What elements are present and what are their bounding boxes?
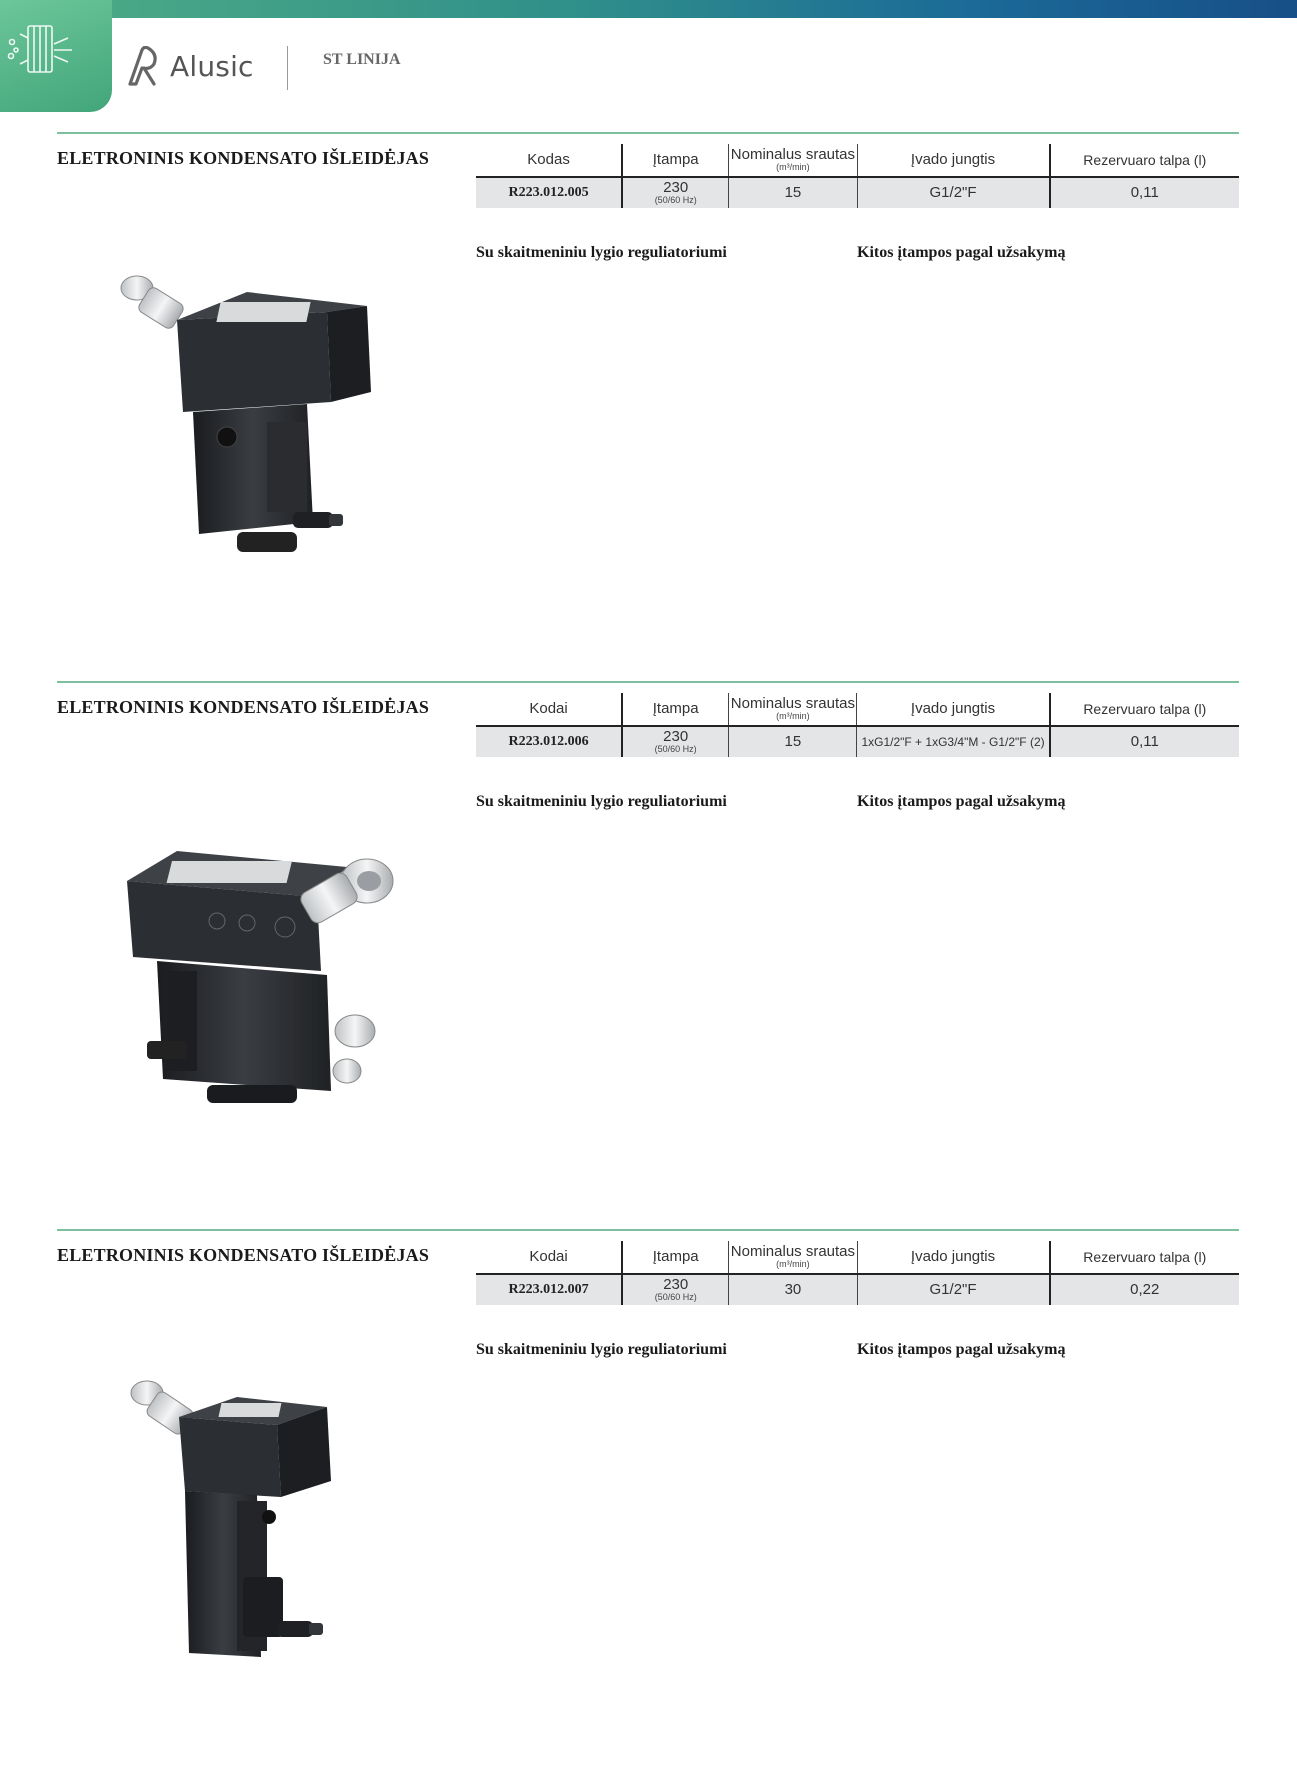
cell-tank: 0,11 (1050, 177, 1239, 208)
voltage-frequency: (50/60 Hz) (654, 744, 697, 755)
col-inlet-header: Įvado jungtis (857, 693, 1050, 726)
col-code-header: Kodai (476, 693, 622, 726)
section-rule (57, 1229, 1239, 1231)
spec-header-row (476, 693, 1239, 726)
cell-voltage (622, 1274, 729, 1305)
flow-header-label: Nominalus srautas (730, 1243, 856, 1261)
section-rule (57, 132, 1239, 134)
note-other-voltages: Kitos įtampos pagal užsakymą (857, 244, 1066, 261)
col-voltage-header: Įtampa (622, 1241, 729, 1274)
spec-row (476, 177, 1239, 208)
note-digital-level: Su skaitmeniniu lygio reguliatoriumi (476, 1341, 727, 1358)
note-other-voltages: Kitos įtampos pagal užsakymą (857, 793, 1066, 810)
product-section-1 (57, 132, 1239, 632)
flow-header-label: Nominalus srautas (730, 146, 856, 164)
cell-flow: 15 (729, 177, 857, 208)
voltage-frequency: (50/60 Hz) (654, 195, 697, 206)
cell-flow: 15 (729, 726, 857, 757)
cell-code: R223.012.006 (476, 726, 622, 757)
col-flow-header (729, 693, 857, 726)
col-code-header: Kodas (476, 144, 622, 177)
cell-tank: 0,22 (1050, 1274, 1239, 1305)
corner-logo-tab (0, 0, 112, 112)
voltage-frequency: (50/60 Hz) (654, 1292, 697, 1303)
voltage-value: 230 (663, 728, 689, 746)
brand-divider (287, 46, 288, 90)
product-section-2 (57, 681, 1239, 1181)
spec-row (476, 1274, 1239, 1305)
col-code-header: Kodai (476, 1241, 622, 1274)
flow-header-unit: (m³/min) (776, 711, 810, 722)
spec-header-row (476, 144, 1239, 177)
col-inlet-header: Įvado jungtis (857, 1241, 1050, 1274)
cell-voltage (622, 177, 729, 208)
cell-inlet: G1/2"F (857, 177, 1050, 208)
product-photo (117, 272, 397, 572)
col-voltage-header: Įtampa (622, 693, 729, 726)
voltage-value: 230 (663, 179, 689, 197)
product-photo (127, 1377, 357, 1687)
cell-inlet: 1xG1/2"F + 1xG3/4"M - G1/2"F (2) (857, 726, 1050, 757)
cell-flow: 30 (729, 1274, 857, 1305)
cell-tank: 0,11 (1050, 726, 1239, 757)
col-tank-header: Rezervuaro talpa (l) (1050, 144, 1239, 177)
product-section-3 (57, 1229, 1239, 1729)
cell-code: R223.012.005 (476, 177, 622, 208)
col-flow-header (729, 1241, 857, 1274)
spec-header-row (476, 1241, 1239, 1274)
note-digital-level: Su skaitmeniniu lygio reguliatoriumi (476, 244, 727, 261)
voltage-value: 230 (663, 1276, 689, 1294)
product-title: ELETRONINIS KONDENSATO IŠLEIDĖJAS (57, 697, 430, 717)
cell-voltage (622, 726, 729, 757)
section-rule (57, 681, 1239, 683)
brand-logo (126, 44, 254, 88)
spec-table (476, 693, 1239, 757)
col-tank-header: Rezervuaro talpa (l) (1050, 1241, 1239, 1274)
product-photo (117, 841, 407, 1131)
product-title: ELETRONINIS KONDENSATO IŠLEIDĖJAS (57, 1245, 430, 1265)
note-other-voltages: Kitos įtampos pagal užsakymą (857, 1341, 1066, 1358)
col-flow-header (729, 144, 857, 177)
spec-table (476, 1241, 1239, 1305)
product-title: ELETRONINIS KONDENSATO IŠLEIDĖJAS (57, 148, 430, 168)
cell-code: R223.012.007 (476, 1274, 622, 1305)
brand-name: Alusic (170, 49, 254, 83)
flow-header-unit: (m³/min) (776, 1259, 810, 1270)
col-tank-header: Rezervuaro talpa (l) (1050, 693, 1239, 726)
header-gradient-bar (0, 0, 1297, 18)
spec-table (476, 144, 1239, 208)
series-label: ST LINIJA (323, 51, 401, 68)
filter-cooler-icon (4, 20, 84, 80)
alusic-logo-mark (126, 46, 162, 86)
note-digital-level: Su skaitmeniniu lygio reguliatoriumi (476, 793, 727, 810)
cell-inlet: G1/2"F (857, 1274, 1050, 1305)
flow-header-label: Nominalus srautas (730, 695, 855, 713)
col-voltage-header: Įtampa (622, 144, 729, 177)
spec-row (476, 726, 1239, 757)
col-inlet-header: Įvado jungtis (857, 144, 1050, 177)
flow-header-unit: (m³/min) (776, 162, 810, 173)
